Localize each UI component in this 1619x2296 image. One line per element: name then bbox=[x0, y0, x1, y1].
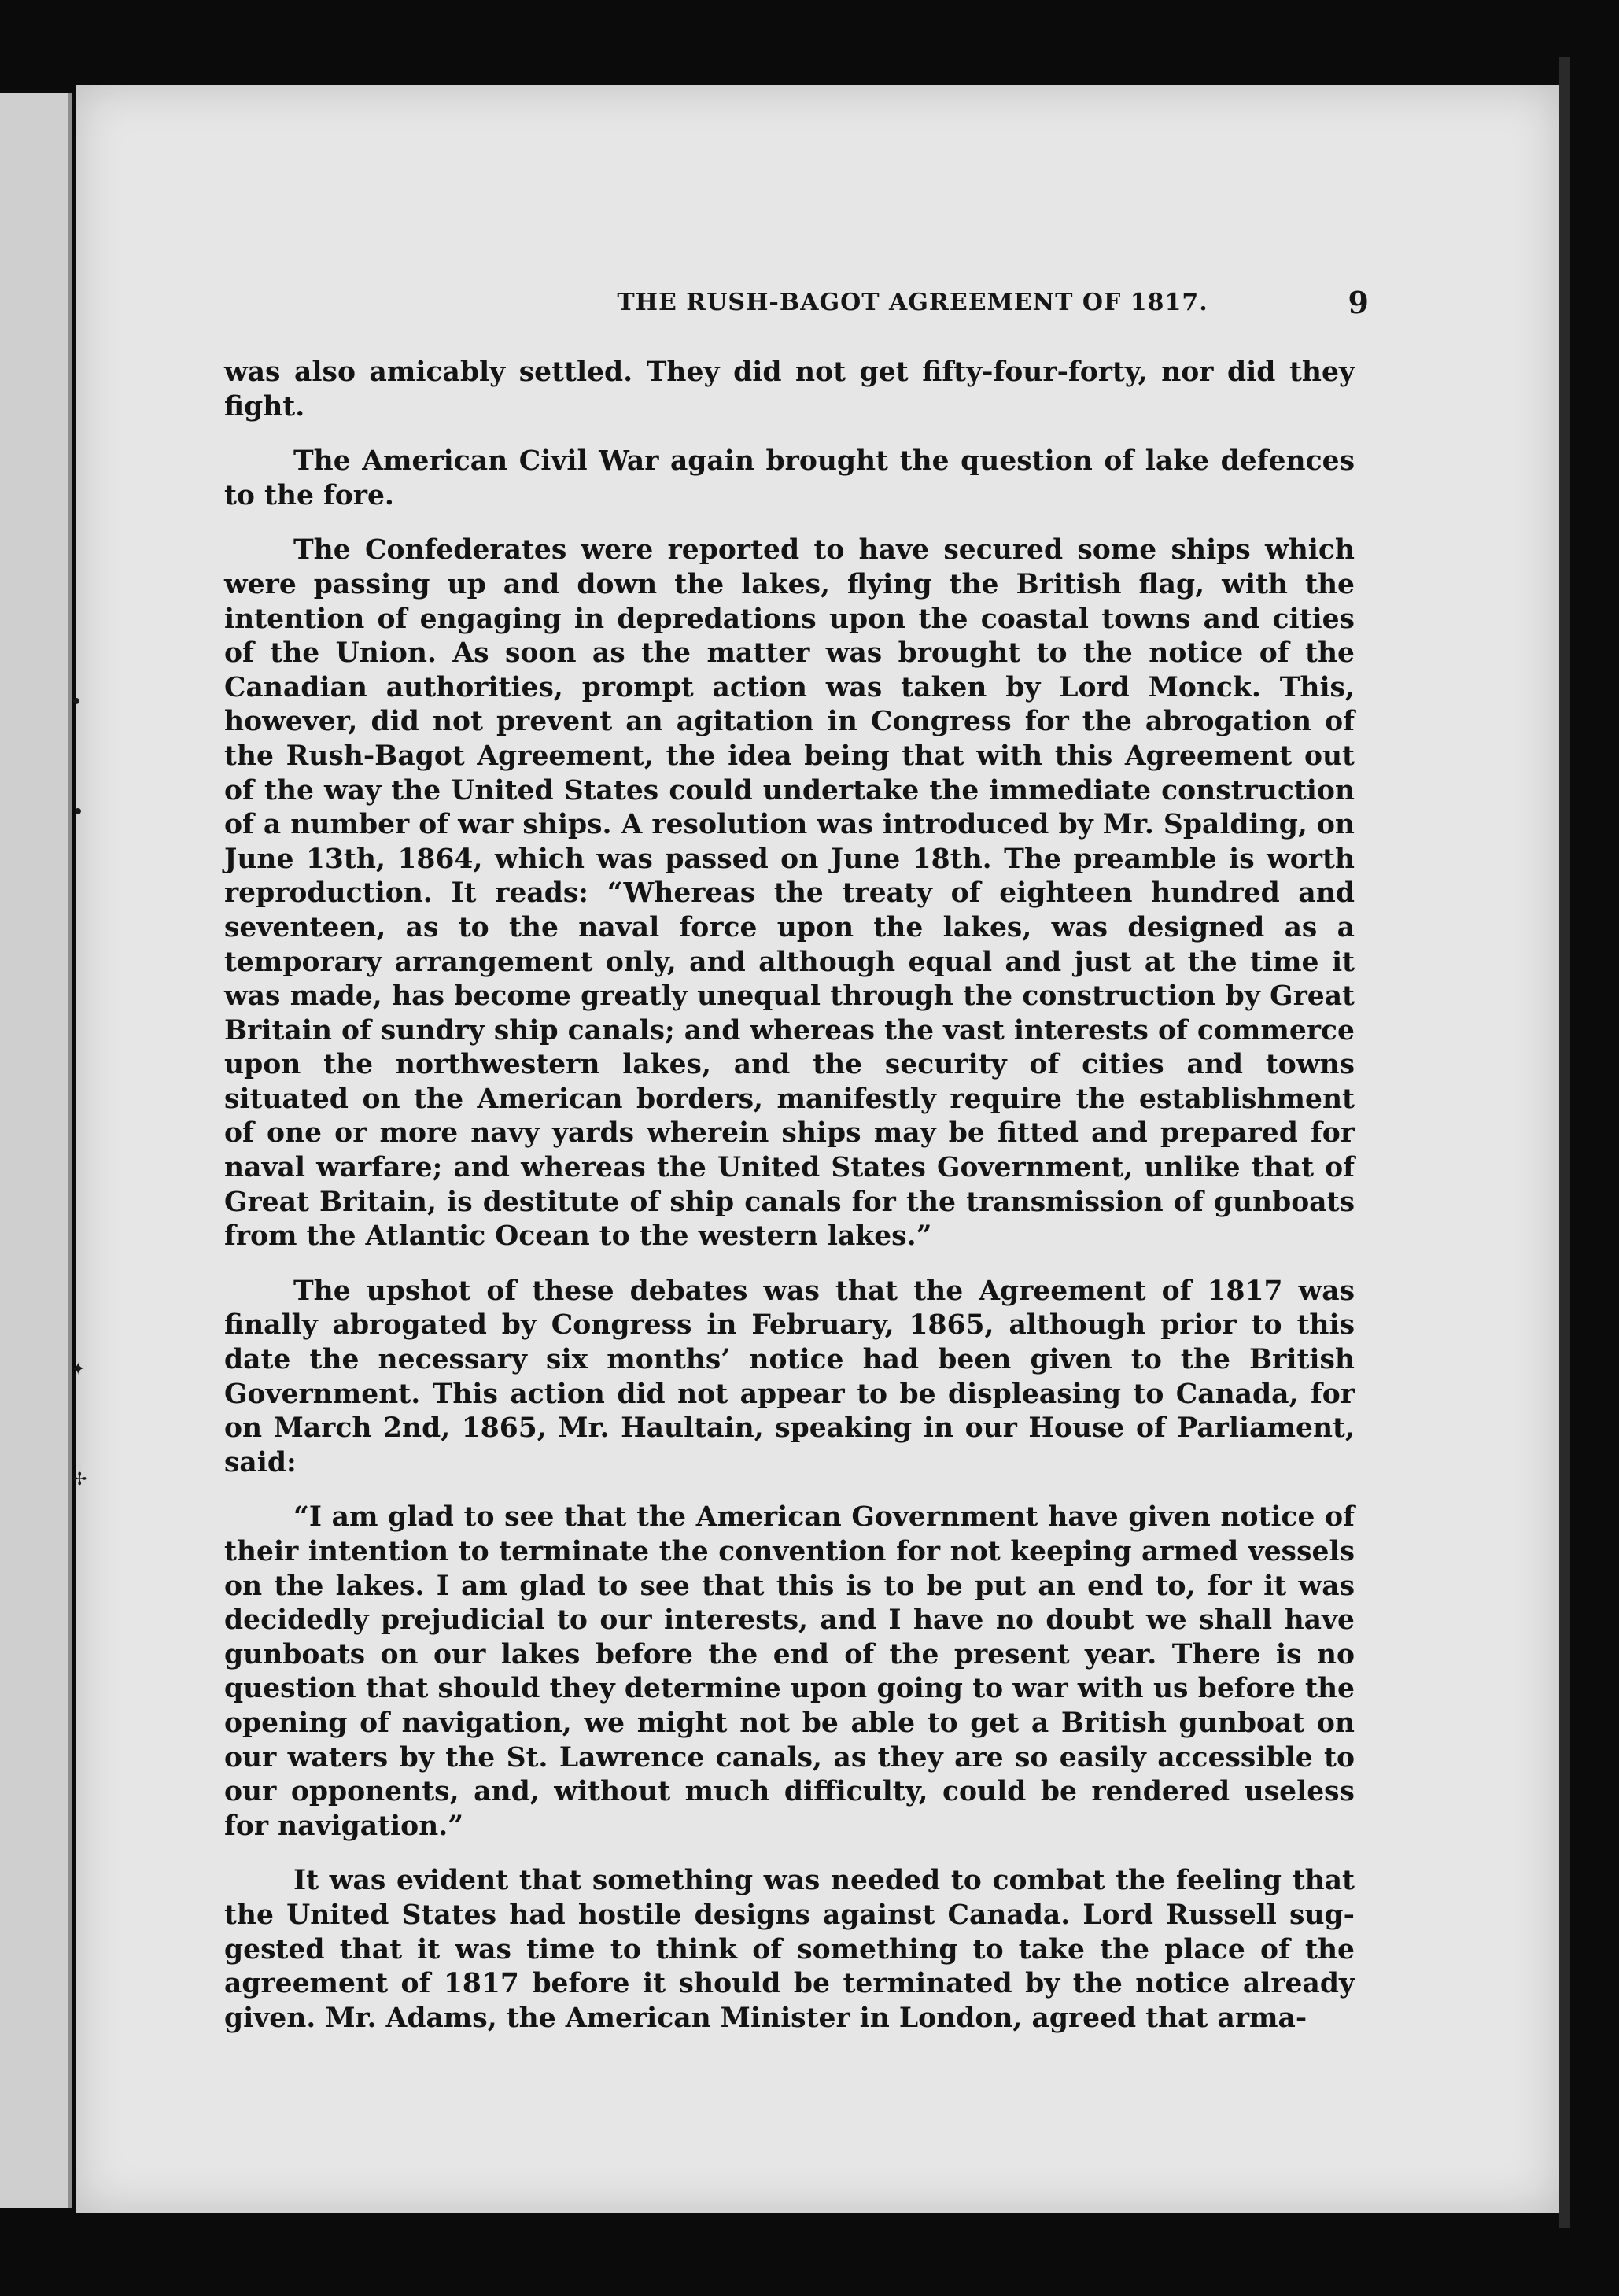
running-header: THE RUSH-BAGOT AGREEMENT OF 1817. bbox=[617, 289, 1208, 316]
margin-speck: • bbox=[72, 803, 84, 822]
page-number: 9 bbox=[1348, 285, 1369, 320]
page-binding-shadow bbox=[1559, 57, 1570, 2228]
paragraph-3: The Confederates were reported to have secured some ships which were passing up and down the lakes, flying the British flag, with the intention of engaging in depredations upon the coastal towns and cities of the Union. As soon as the matter was brought to the notice of the Canadian authorities, prompt action was taken by Lord Monck. This, however, did not prevent an agitation in Congress for the abrogation of the Rush-Bagot Agreement, the idea being that with this Agreement out of the way the United States could undertake the immediate construction of a number of war ships. A resolution was introduced by Mr. Spalding, on June 13th, 1864, which was passed on June 18th. The preamble is worth reproduction. It reads: “Whereas the treaty of eighteen hundred and seventeen, as to the naval force upon the lakes, was designed as a temporary arrangement only, and although equal and just at the time it was made, has become greatly unequal through the construction by Great Britain of sundry ship canals; and whereas the vast interests of commerce upon the northwestern lakes, and the security of cities and towns situated on the American borders, manifestly require the establishment of one or more navy yards wherein ships may be fitted and prepared for naval warfare; and whereas the United States Government, unlike that of Great Britain, is destitute of ship canals for the transmission of gunboats from the Atlantic Ocean to the western lakes.” bbox=[224, 534, 1355, 1253]
paragraph-4: The upshot of these debates was that the Agreement of 1817 was finally abrogated by Congress in February, 1865, although prior to this date the necessary six months’ notice had been given to the British Government. This action did not appear to be displeasing to Canada, for on March 2nd, 1865, Mr. Haultain, speaking in our House of Parliament, said: bbox=[224, 1275, 1355, 1478]
paragraph-2: The American Civil War again brought the question of lake defences to the fore. bbox=[224, 445, 1355, 511]
margin-speck: ✢ bbox=[72, 1470, 87, 1489]
margin-speck: ✦ bbox=[71, 1360, 86, 1379]
paragraph-1: was also amicably settled. They did not get fifty-four-forty, nor did they fight. bbox=[224, 356, 1355, 423]
facing-page-edge bbox=[0, 93, 72, 2208]
paragraph-5-quotation: “I am glad to see that the American Government have given notice of their intention to terminate the convention for not keeping armed vessels on the lakes. I am glad to see that this is to be put an end to, for it was decidedly prejudicial to our interests, and I have no doubt we shall have gunboats on our lakes before the end of the present year. There is no question that should they determine upon going to war with us before the opening of navigation, we might not be able to get a British gunboat on our waters by the St. Lawrence canals, as they are so easily accessible to our opponents, and, without much difficulty, could be rendered useless for navigation.” bbox=[224, 1501, 1355, 1842]
body-text bbox=[224, 356, 1355, 2036]
margin-speck: • bbox=[71, 692, 83, 712]
paragraph-6: It was evident that something was needed to combat the feeling that the United States had hostile designs against Canada. Lord Russell suggested that it was time to think of something to take the place of the agreement of 1817 before it should be terminated by the notice already given. Mr. Adams, the American Minister in London, agreed that arma- bbox=[224, 1865, 1355, 2034]
